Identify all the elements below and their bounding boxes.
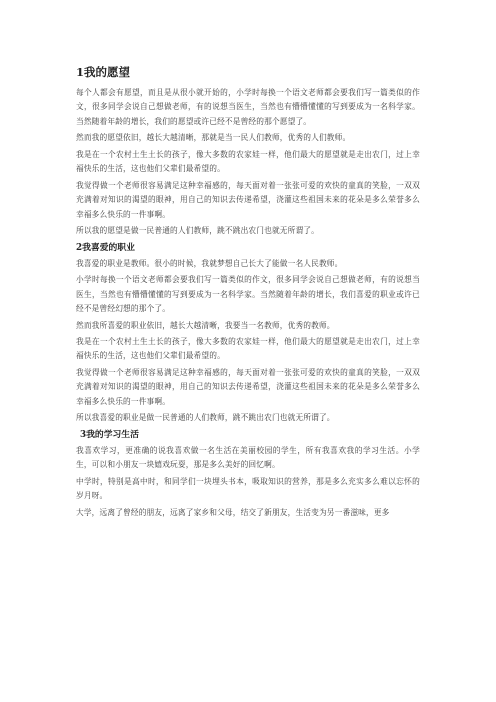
section-1-body — [76, 86, 420, 239]
paragraph: 我觉得做一个老师很容易满足这种幸福感的，每天面对着一张张可爱的欢快的童真的笑脸，一双双充满着对知识的渴望的眼神，用自己的知识去传递希望，浇灌这些祖国未来的花朵是多么荣誉多么幸福多么快乐的一件事啊。 — [76, 180, 420, 219]
paragraph: 然而我所喜爱的职业依旧，越长大越清晰，我要当一名教师，优秀的教师。 — [76, 320, 335, 330]
section-title: 3我的学习生活 — [80, 429, 139, 440]
paragraph: 我喜欢学习，更准确的说我喜欢做一名生活在美丽校园的学生，所有我喜欢我的学习生活。小学生，可以和小朋友一块嬉戏玩耍，那是多么美好的回忆啊。 — [76, 445, 420, 470]
paragraph: 中学时，特别是高中时，和同学们一块埋头书本，吸取知识的营养，那是多么充实多么难以忘怀的岁月呀。 — [76, 476, 420, 501]
paragraph: 每个人都会有愿望，而且是从很小就开始的，小学时每换一个语文老师都会要我们写一篇类似的作文，很多同学会说自己想做老师，有的说想当医生，当然也有懵懵懂懂的写到要成为一名科学家。当然随着年龄的增长，我们的愿望或许已经不是曾经的那个愿望了。 — [76, 88, 420, 126]
paragraph: 然而我的愿望依旧，越长大越清晰，那就是当一民人们教师，优秀的人们教师。 — [76, 133, 351, 143]
paragraph: 我觉得做一个老师很容易满足这种幸福感的，每天面对着一张张可爱的欢快的童真的笑脸，一双双充满着对知识的渴望的眼神，用自己的知识去传递希望，浇灌这些祖国未来的花朵是多么荣誉多么幸福多么快乐的一件事啊。 — [76, 368, 420, 406]
document-body — [76, 64, 420, 522]
section-title: 2我喜爱的职业 — [76, 242, 135, 253]
paragraph: 小学时每换一个语文老师都会要我们写一篇类似的作文，很多同学会说自己想做老师，有的说想当医生，当然也有懵懵懂懂的写到要成为一名科学家。当然随着年龄的增长，我们喜爱的职业或许已经不是曾经幻想的那个了。 — [76, 275, 420, 313]
paragraph: 所以我的愿望是做一民普通的人们教师，跳不跳出农门也就无所谓了。 — [76, 226, 319, 236]
paragraph: 所以我喜爱的职业是做一民普通的人们教师，跳不跳出农门也就无所谓了。 — [76, 413, 335, 423]
section-2-body — [76, 257, 420, 426]
paragraph: 我是在一个农村土生土长的孩子，像大多数的农家娃一样，他们最大的愿望就是走出农门，过上幸福快乐的生活，这也他们父辈们最希望的。 — [76, 149, 420, 174]
section-3-body — [76, 444, 420, 520]
paragraph: 大学，远离了曾经的朋友，远离了家乡和父母，结交了新朋友，生活变为另一番滋味，更多 — [76, 507, 390, 517]
paragraph: 我是在一个农村土生土长的孩子，像大多数的农家娃一样，他们最大的愿望就是走出农门，过上幸福快乐的生活，这也他们父辈们最希望的。 — [76, 337, 420, 361]
paragraph: 我喜爱的职业是教师。很小的时候，我就梦想自己长大了能做一名人民教师。 — [76, 258, 343, 268]
section-title: 1我的愿望 — [76, 65, 131, 79]
